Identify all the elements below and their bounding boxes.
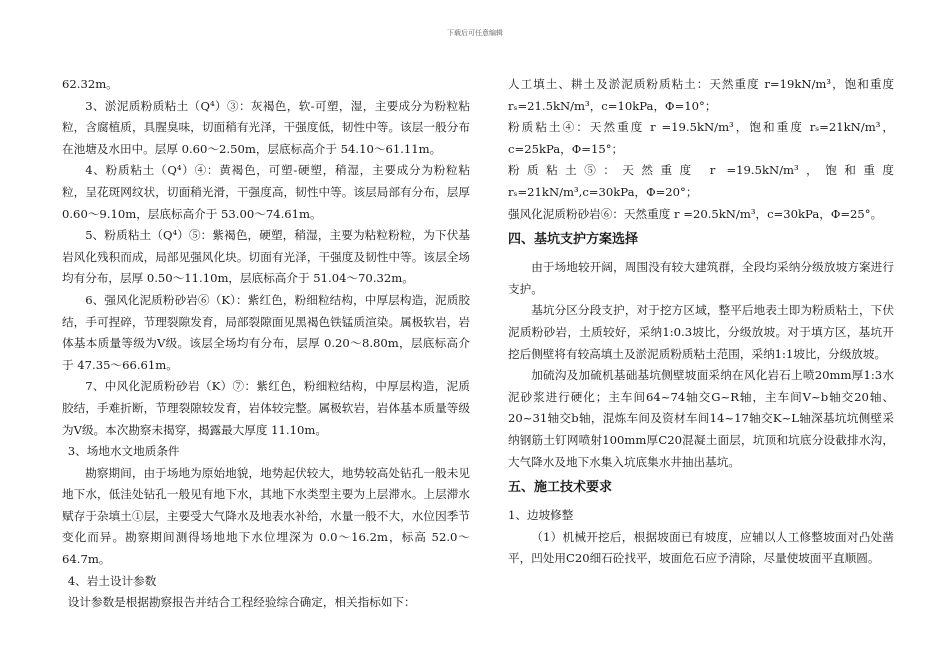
right-column — [508, 74, 894, 570]
paragraph: 设计参数是根据勘察报告并结合工程经验综合确定，相关指标如下： — [67, 595, 416, 610]
paragraph: 强风化泥质粉砂岩⑥：天然重度 r =20.5kN/m³，c=30kPa，Φ=25°。 — [508, 206, 883, 221]
paragraph: 人工填土、耕土及淤泥质粉质粘土：天然重度 r=19kN/m³，饱和重度 rₛ=21.5kN/m³，c=10kPa，Φ=10°； — [508, 77, 894, 113]
paragraph: 62.32m。 — [62, 77, 118, 91]
paragraph: 5、粉质粘土（Q⁴）⑤：紫褐色，硬塑，稍湿，主要为粘粒粉粒，为下伏基岩风化残积而成，局部见强风化块。切面有光泽，干强度及韧性中等。该层全场均有分布，层厚 0.50～11.10m，层底标高介于 51.04～70.32m。 — [62, 228, 470, 286]
section-subtitle: 1、边坡修整 — [508, 508, 574, 523]
paragraph: 由于场地较开阔，周围没有较大建筑群，全段均采纳分级放坡方案进行支护。 — [508, 260, 894, 296]
paragraph: 3、淤泥质粉质粘土（Q⁴）③：灰褐色，软-可塑，湿，主要成分为粉粒粘粒，含腐植质，具腥臭味，切面稍有光泽，干强度低，韧性中等。该层一般分布在池塘及水田中。层厚 0.60～2.50m，层底标高介于 54.10～61.11m。 — [62, 98, 470, 156]
section-heading: 五、施工技术要求 — [508, 480, 613, 496]
paragraph: 加硫沟及加硫机基础基坑侧壁坡面采纳在风化岩石上喷20mm厚1:3水泥砂浆进行硬化；主车间64~74轴交G~R轴，主车间V~b轴交20轴、20~31轴交b轴，混炼车间及资材车间14~17轴交K~L轴深基坑坑侧壁采纳钢筋土钉网喷射100mm厚C20混凝土面层，坑顶和坑底分设截排水沟，大气降水及地下水集入坑底集水井抽出基坑。 — [508, 368, 894, 469]
paragraph: 粉质粘土⑤：天然重度 r =19.5kN/m³，饱和重度 rₛ=21kN/m³,c=30kPa，Φ=20°； — [508, 163, 894, 199]
paragraph: 7、中风化泥质粉砂岩（K）⑦：紫红色，粉细粒结构，中厚层构造，泥质胶结，手难折断，节理裂隙较发育，岩体较完整。属极软岩，岩体基本质量等级为Ⅴ级。本次勘察未揭穿，揭露最大厚度 11.10m。 — [62, 379, 470, 437]
left-column — [62, 74, 470, 614]
paragraph: 4、粉质粘土（Q⁴）④：黄褐色，可塑-硬塑，稍湿，主要成分为粉粒粘粒，呈花斑网纹状，切面稍光滑，干强度高，韧性中等。该层局部有分布，层厚 0.60～9.10m，层底标高介于 53.00～74.61m。 — [62, 163, 470, 221]
paragraph: （1）机械开挖后，根据坡面已有坡度，应辅以人工修整坡面对凸处凿平，凹处用C20细石砼找平，坡面危石应予清除，尽量使坡面平直顺圆。 — [508, 529, 894, 566]
section-subtitle: 3、场地水文地质条件 — [67, 444, 180, 459]
page-header: 下载后可任意编辑 — [447, 29, 503, 37]
paragraph: 6、强风化泥质粉砂岩⑥（K）：紫红色，粉细粒结构，中厚层构造，泥质胶结，手可捏碎，节理裂隙发育，局部裂隙面见黑褐色铁锰质渲染。属极软岩，岩体基本质量等级为Ⅴ级。该层全场均有分布，层厚 0.20～8.80m，层底标高介于 47.35～66.61m。 — [62, 292, 470, 372]
section-subtitle: 4、岩土设计参数 — [67, 573, 157, 588]
paragraph: 基坑分区分段支护，对于挖方区域，整平后地表土即为粉质粘土，下伏泥质粉砂岩，土质较好，采纳1:0.3坡比，分级放坡。对于填方区，基坑开挖后侧壁将有较高填土及淤泥质粉质粘土范围，采纳1:1坡比，分级放坡。 — [508, 303, 894, 361]
paragraph: 勘察期间，由于场地为原始地貌，地势起伏较大，地势较高处钻孔一般未见地下水，低洼处钻孔一般见有地下水，其地下水类型主要为上层滞水。上层滞水赋存于杂填土①层，主要受大气降水及地表水补给，水量一般不大，水位因季节变化而异。勘察期间测得场地地下水位埋深为 0.0～16.2m，标高 52.0～64.7m。 — [62, 465, 470, 567]
section-heading: 四、基坑支护方案选择 — [508, 232, 639, 248]
paragraph: 粉质粘土④：天然重度 r =19.5kN/m³，饱和重度 rₛ=21kN/m³，c=25kPa，Φ=15°； — [508, 120, 894, 156]
